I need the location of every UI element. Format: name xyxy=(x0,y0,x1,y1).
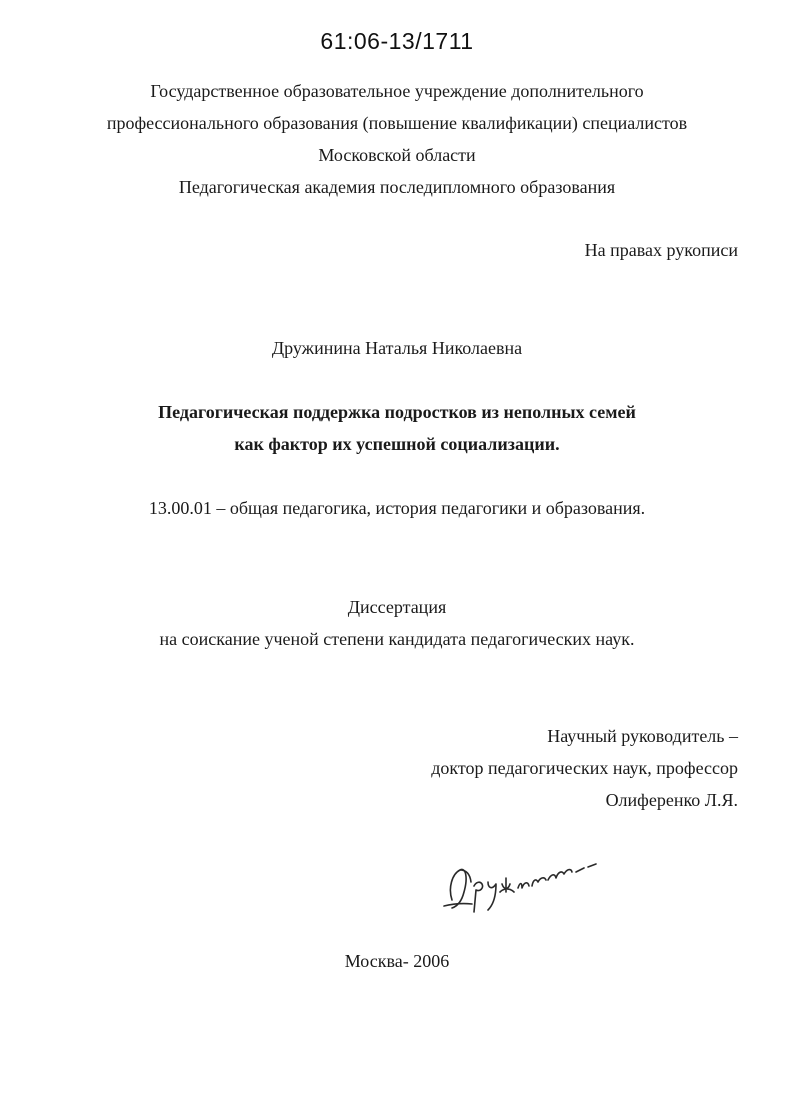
institution-line-2: профессионального образования (повышение квалификации) специалистов xyxy=(106,113,688,133)
institution-line-3: Московской области xyxy=(318,145,476,165)
institution-line-1: Государственное образовательное учреждение дополнительного xyxy=(150,81,644,101)
specialty-code: 13.00.01 – общая педагогика, история педагогики и образования. xyxy=(148,498,646,518)
supervisor-role: Научный руководитель – xyxy=(547,726,738,746)
document-type: Диссертация xyxy=(347,597,447,617)
institution-line-4: Педагогическая академия последипломного образования xyxy=(178,177,616,197)
dissertation-title-line-1: Педагогическая поддержка подростков из неполных семей xyxy=(158,402,636,422)
dissertation-title-line-2: как фактор их успешной социализации. xyxy=(234,434,560,454)
handwritten-signature-icon xyxy=(438,848,608,918)
supervisor-name: Олиференко Л.Я. xyxy=(605,790,738,810)
degree-sought: на соискание ученой степени кандидата педагогических наук. xyxy=(159,629,635,649)
city-and-year: Москва- 2006 xyxy=(344,951,450,971)
author-name: Дружинина Наталья Николаевна xyxy=(271,338,523,358)
supervisor-credentials: доктор педагогических наук, профессор xyxy=(431,758,738,778)
archive-stamp-code: 61:06-13/1711 xyxy=(320,28,474,54)
manuscript-rights-note: На правах рукописи xyxy=(584,240,738,260)
